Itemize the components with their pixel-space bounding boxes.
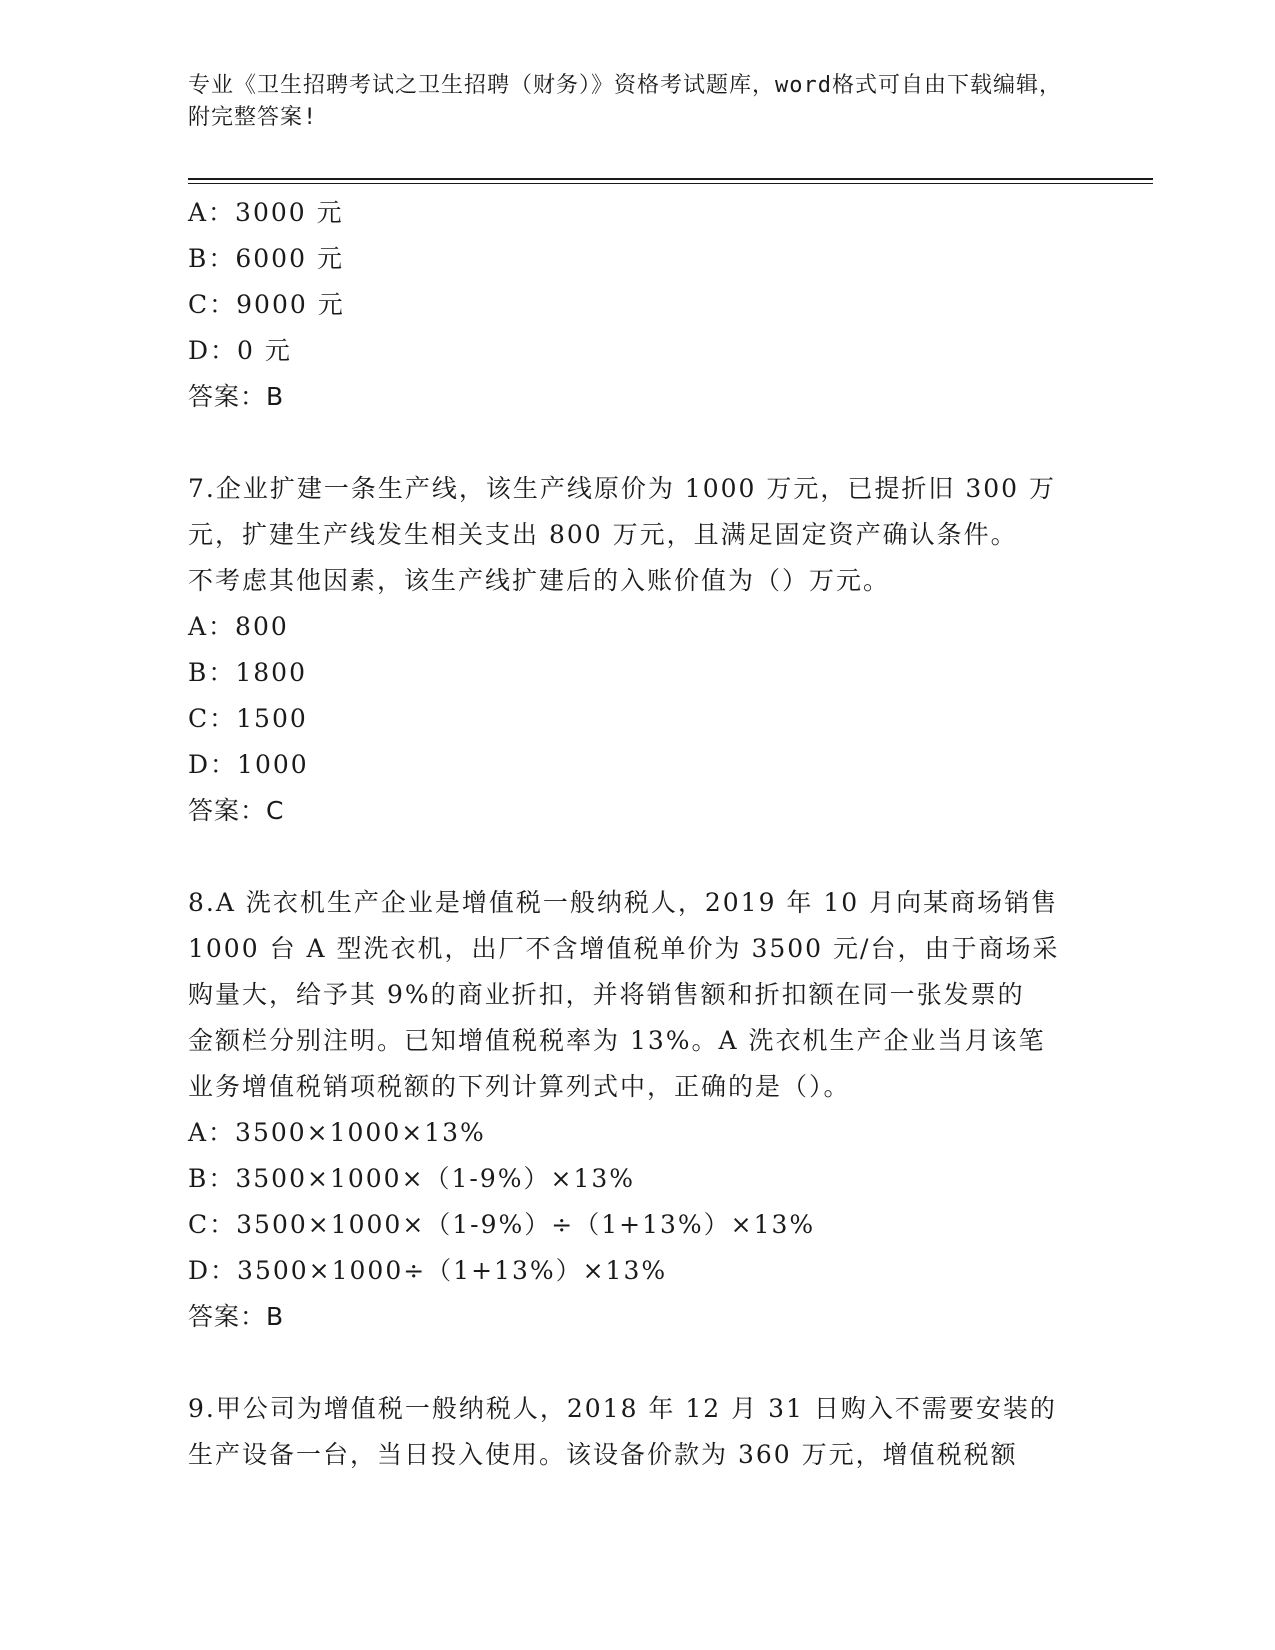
option-c: C：1500 [188, 704, 308, 733]
option-c: C：3500×1000×（1-9%）÷（1+13%）×13% [188, 1210, 816, 1239]
question-stem-line: 1000 台 A 型洗衣机，出厂不含增值税单价为 3500 元/台，由于商场采 [188, 934, 1060, 963]
answer: 答案：B [188, 1302, 285, 1331]
question-stem-line: 购量大，给予其 9%的商业折扣，并将销售额和折扣额在同一张发票的 [188, 980, 1025, 1009]
option-a: A：3500×1000×13% [188, 1118, 486, 1147]
option-c: C：9000 元 [188, 290, 345, 319]
option-d: D：1000 [188, 750, 309, 779]
option-b: B：1800 [188, 658, 307, 687]
question-stem-line: 元，扩建生产线发生相关支出 800 万元，且满足固定资产确认条件。 [188, 520, 1018, 549]
header-rule-thin [188, 183, 1153, 184]
document-header: 专业《卫生招聘考试之卫生招聘（财务）》资格考试题库，word格式可自由下载编辑，附完整答案! [188, 73, 1062, 130]
option-a: A：3000 元 [188, 198, 344, 227]
answer: 答案：C [188, 796, 285, 825]
answer: 答案：B [188, 382, 285, 411]
question-stem-line: 不考虑其他因素，该生产线扩建后的入账价值为（）万元。 [188, 566, 891, 595]
document-body [188, 190, 1088, 1478]
question-stem-line: 生产设备一台，当日投入使用。该设备价款为 360 万元，增值税税额 [188, 1440, 1018, 1469]
question-stem-line: 9.甲公司为增值税一般纳税人，2018 年 12 月 31 日购入不需要安装的 [188, 1394, 1057, 1423]
question-stem-line: 8.A 洗衣机生产企业是增值税一般纳税人，2019 年 10 月向某商场销售 [188, 888, 1059, 917]
question-7 [188, 466, 1088, 834]
question-6 [188, 190, 1088, 420]
option-b: B：6000 元 [188, 244, 344, 273]
question-stem-line: 金额栏分别注明。已知增值税税率为 13%。A 洗衣机生产企业当月该笔 [188, 1026, 1046, 1055]
option-b: B：3500×1000×（1-9%）×13% [188, 1164, 636, 1193]
option-a: A：800 [188, 612, 289, 641]
option-d: D：3500×1000÷（1+13%）×13% [188, 1256, 668, 1285]
question-8 [188, 880, 1088, 1340]
option-d: D：0 元 [188, 336, 292, 365]
question-stem-line: 7.企业扩建一条生产线，该生产线原价为 1000 万元，已提折旧 300 万 [188, 474, 1056, 503]
question-stem-line: 业务增值税销项税额的下列计算列式中，正确的是（）。 [188, 1072, 851, 1101]
header-rule-thick [188, 178, 1153, 180]
question-9 [188, 1386, 1088, 1478]
